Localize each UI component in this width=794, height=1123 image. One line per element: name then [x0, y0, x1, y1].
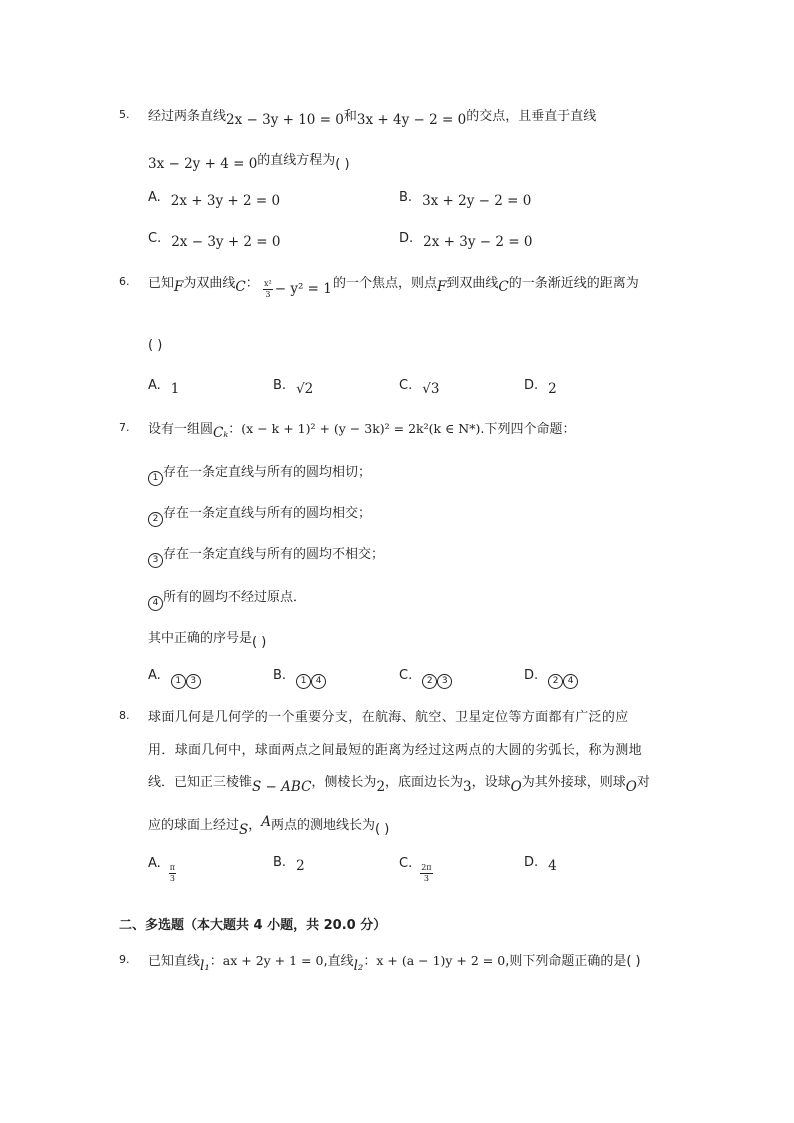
section-heading: 二、多选题（本大题共 4 小题，共 20.0 分） [119, 918, 387, 933]
stem-text: 两点的测地线长为 [271, 818, 376, 833]
equation: 3x − 2y + 4 = 0 [148, 156, 258, 172]
option-label: A. [148, 668, 161, 683]
question-number: 9. [119, 953, 130, 966]
option-label: C. [399, 378, 413, 393]
fraction-numerator: x² [264, 279, 272, 288]
stem-text: ,直线 [323, 954, 354, 969]
proposition-text: 存在一条定直线与所有的圆均相切； [163, 465, 372, 480]
question-stem-line2 [148, 149, 350, 172]
option-label: A. [148, 190, 161, 205]
proposition-2 [148, 502, 371, 523]
proposition-4 [148, 586, 306, 607]
question-number: 6. [119, 275, 130, 288]
option-value [171, 672, 201, 687]
option-c [148, 230, 281, 250]
stem-text: 的一条渐近线的距离为 [508, 276, 639, 291]
stem-text: ： [363, 954, 377, 969]
variable: F [437, 279, 447, 295]
option-value: 3x + 2y − 2 = 0 [422, 193, 532, 209]
answer-blank: ( ) [335, 157, 350, 172]
option-d [524, 377, 557, 397]
option-value: 1 [170, 381, 180, 397]
stem-text: 对 [636, 775, 650, 790]
fraction-denominator: 3 [423, 874, 429, 883]
circled-number: 2 [148, 512, 163, 527]
variable: Cₖ [213, 425, 229, 441]
stem-text: 其中正确的序号是 [148, 631, 253, 646]
variable: l₂ [353, 958, 364, 974]
circled-number: 3 [437, 674, 452, 689]
circled-number: 1 [296, 674, 311, 689]
option-label: B. [399, 190, 413, 205]
equation: (x − k + 1)² + (y − 3k)² = 2k²(k ∈ N*) [241, 421, 481, 436]
hyperbola-equation [263, 280, 332, 299]
option-label: D. [399, 231, 414, 246]
question-stem-line2: 用．球面几何中，球面两点之间最短的距离为经过这两点的大圆的劣弧长，称为测地 [148, 743, 642, 758]
proposition-text: 存在一条定直线与所有的圆均不相交； [163, 547, 385, 562]
question-ask [148, 627, 267, 650]
option-label: D. [524, 378, 539, 393]
question-number: 5. [119, 108, 130, 121]
variable: C [498, 279, 509, 295]
option-b [273, 668, 326, 685]
stem-text: ： [228, 422, 242, 437]
option-d [399, 230, 533, 250]
stem-text: .下列四个命题： [480, 422, 576, 437]
stem-text: ，底面边长为 [385, 775, 464, 790]
variable: F [174, 279, 184, 295]
equation: 2x − 3y + 10 = 0 [226, 112, 344, 128]
option-c [399, 377, 440, 397]
fraction-numerator: 2π [421, 863, 432, 872]
question-stem-line3 [148, 771, 650, 795]
circled-number: 2 [548, 674, 563, 689]
equation: − y² = 1 [274, 281, 332, 297]
option-label: B. [273, 668, 287, 683]
option-value: 2x + 3y − 2 = 0 [423, 234, 533, 250]
option-value [548, 672, 578, 687]
circled-number: 2 [422, 674, 437, 689]
answer-blank: ( ) [252, 635, 267, 650]
option-label: C. [399, 856, 413, 871]
proposition-text: 所有的圆均不经过原点． [163, 590, 307, 605]
option-value: 4 [548, 858, 557, 874]
option-b [399, 189, 532, 209]
proposition-1 [148, 461, 371, 482]
stem-text: ： [209, 954, 223, 969]
answer-blank: ( ) [148, 338, 163, 353]
variable: S [239, 822, 249, 838]
stem-text: 应的球面上经过 [148, 818, 240, 833]
stem-text: 经过两条直线 [148, 109, 227, 124]
option-c [399, 854, 433, 883]
stem-text: ,则下列命题正确的是 [505, 954, 627, 969]
circled-number: 3 [148, 553, 163, 568]
option-label: D. [524, 855, 539, 870]
circled-number: 4 [563, 674, 578, 689]
fraction [263, 280, 273, 299]
option-value: √2 [296, 381, 314, 397]
answer-blank: ( ) [375, 822, 390, 837]
variable: A [261, 814, 272, 830]
circled-number: 1 [171, 674, 186, 689]
fraction [420, 864, 432, 883]
stem-text: 为其外接球，则球 [521, 775, 626, 790]
question-stem-line1 [148, 105, 597, 128]
question-stem-line1 [148, 272, 259, 295]
option-label: B. [273, 855, 287, 870]
stem-text: ： [245, 276, 259, 291]
value: 3 [463, 779, 472, 795]
value: 2 [376, 779, 386, 795]
option-a [148, 668, 201, 685]
equation: 3x + 4y − 2 = 0 [356, 112, 467, 128]
fraction-denominator: 3 [169, 874, 175, 883]
option-c [399, 668, 452, 685]
option-value: 2x − 3y + 2 = 0 [171, 234, 281, 250]
proposition-3 [148, 543, 384, 564]
variable: C [235, 279, 246, 295]
circled-number: 3 [186, 674, 201, 689]
variable: l₁ [200, 958, 210, 974]
stem-text: 的交点，且垂直于直线 [466, 109, 597, 124]
stem-text: 为双曲线 [183, 276, 236, 291]
equation: x + (a − 1)y + 2 = 0 [376, 953, 506, 968]
fraction [169, 864, 176, 883]
stem-text: 设有一组圆 [148, 422, 214, 437]
option-value: 2 [296, 858, 305, 874]
circled-number: 1 [148, 471, 163, 486]
stem-text: 已知直线 [148, 954, 201, 969]
option-value: 2x + 3y + 2 = 0 [170, 193, 281, 209]
circled-number: 4 [311, 674, 326, 689]
answer-blank: ( ) [626, 954, 641, 969]
proposition-text: 存在一条定直线与所有的圆均相交； [163, 506, 372, 521]
option-b [273, 854, 305, 874]
variable: O [625, 779, 637, 795]
option-label: C. [399, 668, 413, 683]
variable: O [510, 779, 522, 795]
fraction-numerator: π [169, 863, 176, 872]
option-value [296, 672, 326, 687]
stem-text: ，侧棱长为 [311, 775, 377, 790]
stem-text: 已知 [148, 276, 175, 291]
stem-text: 线．已知正三棱锥 [148, 775, 253, 790]
fraction-denominator: 3 [265, 290, 271, 299]
stem-text: ，设球 [471, 775, 511, 790]
question-stem [148, 418, 576, 441]
question-stem-line1b [333, 272, 639, 295]
option-label: A. [148, 378, 161, 393]
question-stem [148, 950, 641, 974]
question-stem-line4 [148, 814, 390, 838]
option-a [148, 377, 180, 397]
stem-text: 的一个焦点，则点 [333, 276, 438, 291]
option-label: B. [273, 378, 287, 393]
option-a [148, 854, 176, 883]
question-number: 7. [119, 421, 130, 434]
equation: ax + 2y + 1 = 0 [222, 953, 324, 968]
option-value [422, 672, 452, 687]
stem-text: 到双曲线 [446, 276, 499, 291]
option-value: √3 [422, 381, 440, 397]
option-d [524, 668, 578, 685]
option-label: D. [524, 668, 539, 683]
stem-text: ， [248, 818, 262, 833]
question-stem-line1: 球面几何是几何学的一个重要分支，在航海、航空、卫星定位等方面都有广泛的应 [148, 710, 629, 725]
option-label: A. [148, 856, 161, 871]
option-d [524, 854, 557, 874]
stem-text: 和 [343, 109, 357, 124]
stem-text: 的直线方程为 [257, 153, 336, 168]
variable: S − ABC [252, 779, 312, 795]
option-a [148, 189, 281, 209]
option-value: 2 [548, 381, 557, 397]
option-b [273, 377, 314, 397]
question-number: 8. [119, 709, 130, 722]
option-label: C. [148, 231, 162, 246]
circled-number: 4 [148, 596, 163, 611]
